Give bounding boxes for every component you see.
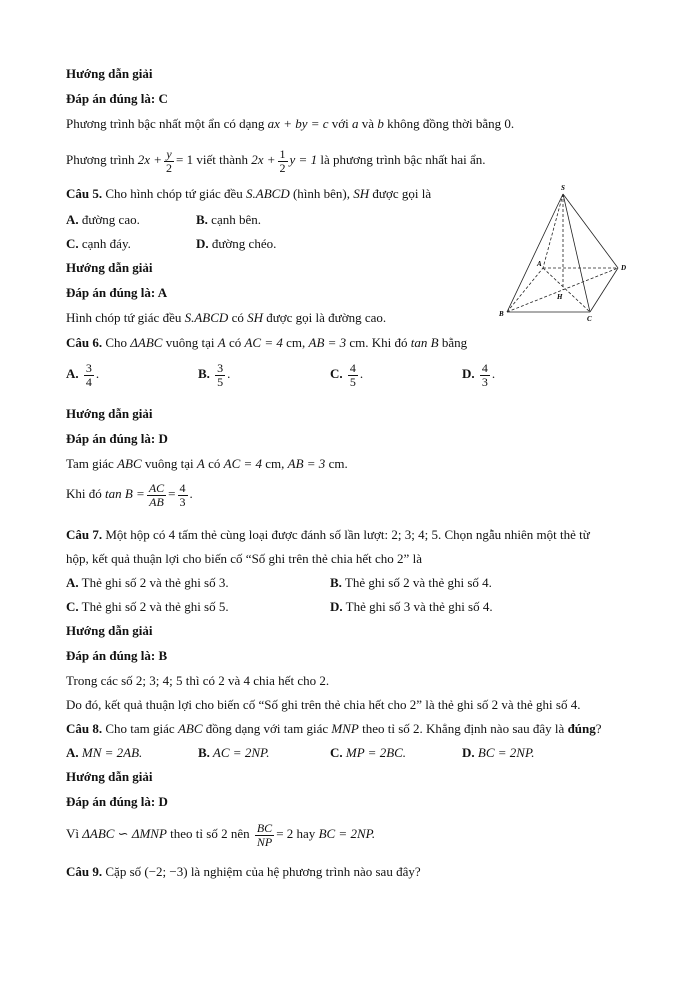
vertex-s-label: S: [561, 184, 565, 192]
q5-option-a: A. đường cao.: [66, 212, 140, 227]
question-7-cont: hộp, kết quả thuận lợi cho biến cố “Số ghi trên thẻ chia hết cho 2” là: [66, 551, 422, 566]
answer-line: Đáp án đúng là: B: [66, 648, 168, 663]
q7-option-c: C. Thẻ ghi số 2 và thẻ ghi số 5.: [66, 599, 229, 614]
q8-option-c: C. MP = 2BC.: [330, 745, 407, 760]
solution-text: Khi đó tan B = $\frac{AC}{AB}$ = $\frac{4}{3}$ .: [66, 481, 193, 509]
q6-option-c: C. $\frac{4}{5}$ .: [330, 361, 364, 389]
q5-option-d: D. đường chéo.: [196, 236, 277, 251]
answer-line: Đáp án đúng là: D: [66, 794, 168, 809]
solution-text: Trong các số 2; 3; 4; 5 thì có 2 và 4 chia hết cho 2.: [66, 673, 330, 688]
answer-line: Đáp án đúng là: A: [66, 285, 168, 300]
solution-heading: Hướng dẫn giải: [66, 406, 153, 421]
question-8: Câu 8. Cho tam giác ABC đồng dạng với tam giác MNP theo tỉ số 2. Khẳng định nào sau đây là đúng?: [66, 721, 602, 736]
question-5: Câu 5. Cho hình chóp tứ giác đều S.ABCD (hình bên), SH được gọi là: [66, 186, 432, 201]
q6-option-b: B. $\frac{3}{5}$ .: [198, 361, 231, 389]
q7-option-a: A. Thẻ ghi số 2 và thẻ ghi số 3.: [66, 575, 229, 590]
q5-option-c: C. cạnh đáy.: [66, 236, 131, 251]
q7-option-d: D. Thẻ ghi số 3 và thẻ ghi số 4.: [330, 599, 493, 614]
foot-h-label: H: [557, 293, 563, 301]
vertex-c-label: C: [587, 315, 592, 323]
q8-option-b: B. AC = 2NP.: [198, 745, 270, 760]
q6-option-d: D. $\frac{4}{3}$ .: [462, 361, 496, 389]
vertex-d-label: D: [621, 264, 627, 272]
solution-text: Do đó, kết quả thuận lợi cho biến cố “Số ghi trên thẻ chia hết cho 2” là thẻ ghi số 2 và thẻ ghi số 4.: [66, 697, 581, 712]
vertex-b-label: B: [499, 310, 504, 318]
q8-option-d: D. BC = 2NP.: [462, 745, 535, 760]
q7-option-b: B. Thẻ ghi số 2 và thẻ ghi số 4.: [330, 575, 492, 590]
pyramid-figure: [495, 180, 635, 325]
solution-text: Phương trình bậc nhất một ẩn có dạng ax + by = c với a và b không đồng thời bằng 0.: [66, 116, 515, 131]
question-9: Câu 9. Cặp số (−2; −3) là nghiệm của hệ phương trình nào sau đây?: [66, 864, 421, 879]
solution-text: Phương trình 2x + $\frac{y}{2}$ = 1 viết thành 2x + $\frac{1}{2}$ y = 1 là phương trình bậc nhất hai ẩn.: [66, 147, 486, 175]
solution-text: Tam giác ABC vuông tại A có AC = 4 cm, AB = 3 cm.: [66, 456, 348, 471]
solution-text: Vì ΔABC ∽ ΔMNP theo tỉ số 2 nên $\frac{BC}{NP}$ = 2 hay BC = 2NP.: [66, 821, 376, 849]
solution-heading: Hướng dẫn giải: [66, 623, 153, 638]
answer-line: Đáp án đúng là: D: [66, 431, 168, 446]
solution-heading: Hướng dẫn giải: [66, 66, 153, 81]
solution-text: Hình chóp tứ giác đều S.ABCD có SH được gọi là đường cao.: [66, 310, 387, 325]
solution-heading: Hướng dẫn giải: [66, 260, 153, 275]
q8-option-a: A. MN = 2AB.: [66, 745, 143, 760]
answer-line: Đáp án đúng là: C: [66, 91, 168, 106]
question-6: Câu 6. Cho ΔABC vuông tại A có AC = 4 cm, AB = 3 cm. Khi đó tan B bằng: [66, 335, 468, 350]
question-7: Câu 7. Một hộp có 4 tấm thẻ cùng loại được đánh số lần lượt: 2; 3; 4; 5. Chọn ngẫu nhiên một thẻ từ: [66, 527, 590, 542]
q6-option-a: A. $\frac{3}{4}$ .: [66, 361, 100, 389]
solution-heading: Hướng dẫn giải: [66, 769, 153, 784]
vertex-a-label: A: [537, 260, 542, 268]
q5-option-b: B. cạnh bên.: [196, 212, 261, 227]
